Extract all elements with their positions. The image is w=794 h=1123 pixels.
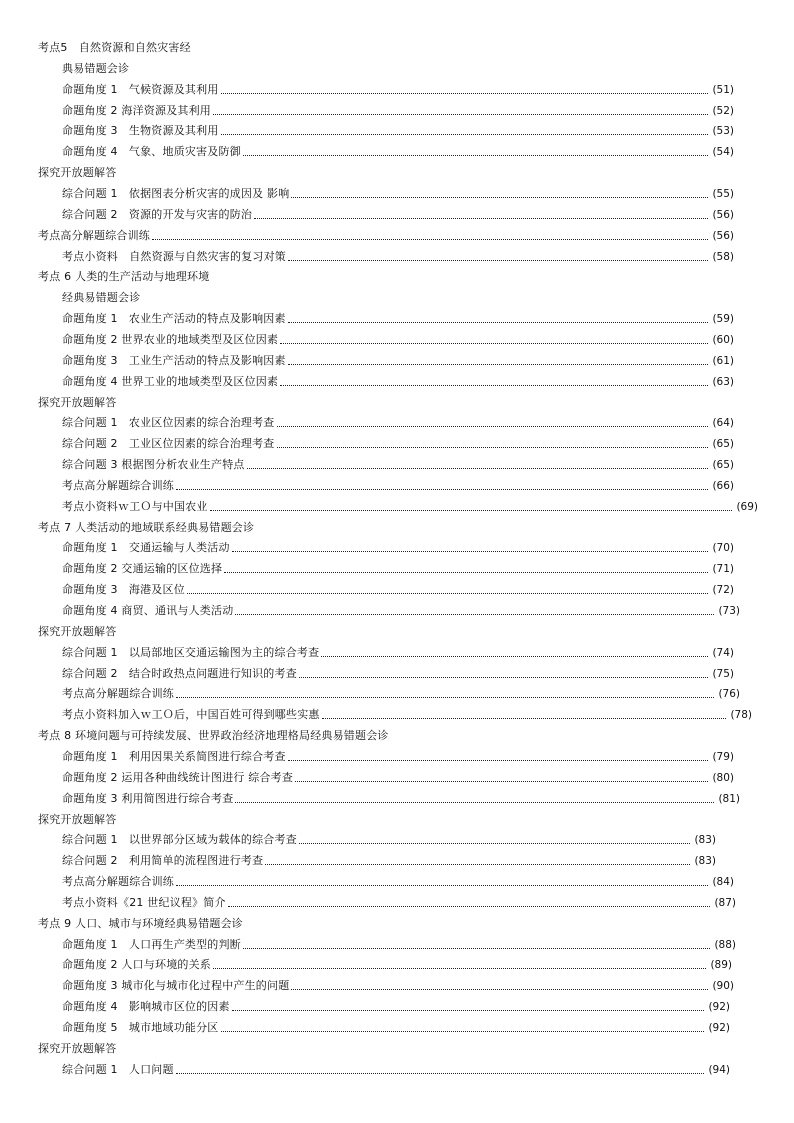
dot-leader: [224, 571, 708, 573]
toc-entry-page-number: (90): [712, 980, 734, 993]
dot-leader: [235, 801, 714, 803]
toc-entry-label: 综合问题 1 农业区位因素的综合治理考查: [62, 416, 275, 430]
dot-leader: [213, 967, 706, 969]
toc-entry-label: 考点高分解题综合训练: [62, 687, 174, 701]
toc-entry: [0, 478, 794, 494]
toc-entry: [0, 457, 794, 473]
dot-leader: [176, 696, 714, 698]
dot-leader: [299, 676, 709, 678]
toc-entry-label: 探究开放题解答: [38, 812, 117, 826]
toc-entry-page-number: (58): [712, 250, 734, 263]
toc-entry-label: 综合问题 2 资源的开发与灾害的防治: [62, 207, 253, 221]
dot-leader: [254, 217, 708, 219]
toc-entry: [0, 228, 794, 244]
dot-leader: [288, 321, 709, 323]
toc-entry: [0, 540, 794, 556]
toc-entry: [0, 937, 794, 953]
toc-entry-label: 考点高分解题综合训练: [62, 875, 174, 888]
toc-entry: [0, 686, 794, 702]
dot-leader: [232, 550, 709, 552]
toc-entry-label: 考点 6 人类的生产活动与地理环境: [38, 270, 210, 284]
dot-leader: [280, 342, 708, 344]
toc-entry-label: 命题角度 3 城市化与城市化过程中产生的问题: [62, 979, 290, 993]
toc-entry: [0, 436, 794, 452]
toc-entry-label: 考点 7 人类活动的地域联系经典易错题会诊: [38, 520, 255, 534]
dot-leader: [291, 988, 708, 990]
toc-entry-page-number: (56): [712, 208, 734, 221]
toc-entry: [0, 249, 794, 265]
toc-entry-label: 考点高分解题综合训练: [62, 478, 174, 492]
toc-entry-page-number: (56): [712, 229, 734, 242]
dot-leader: [235, 613, 714, 615]
toc-entry: [0, 874, 794, 890]
dot-leader: [152, 238, 708, 240]
toc-entry-label: 综合问题 1 依据图表分析灾害的成因及 影响: [62, 187, 290, 200]
toc-entry: [0, 353, 794, 369]
toc-entry-label: 综合问题 2 工业区位因素的综合治理考查: [62, 437, 275, 451]
dot-leader: [247, 467, 709, 469]
dot-leader: [176, 488, 708, 490]
toc-entry-page-number: (81): [718, 792, 740, 805]
toc-entry: [0, 332, 794, 348]
dot-leader: [187, 592, 709, 594]
toc-entry-label: 综合问题 1 以世界部分区域为载体的综合考查: [62, 833, 297, 847]
toc-entry-label: 考点高分解题综合训练: [38, 228, 150, 242]
toc-entry: [0, 415, 794, 431]
toc-entry-label: 命题角度 5 城市地域功能分区: [62, 1021, 219, 1034]
dot-leader: [265, 863, 690, 865]
toc-entry-page-number: (63): [712, 375, 734, 388]
toc-entry: [0, 666, 794, 682]
toc-entry-page-number: (92): [708, 1022, 730, 1034]
dot-leader: [288, 759, 709, 761]
toc-entry-label: 命题角度 4 气象、地质灾害及防御: [62, 145, 241, 159]
toc-entry-label: 命题角度 4 世界工业的地域类型及区位因素: [62, 374, 279, 388]
toc-entry-label: 考点 8 环境问题与可持续发展、世界政治经济地理格局经典易错题会诊: [38, 729, 389, 743]
dot-leader: [322, 717, 727, 719]
toc-entry: [0, 895, 794, 911]
dot-leader: [176, 884, 708, 886]
toc-entry-label: 探究开放题解答: [38, 1041, 117, 1055]
toc-entry: [0, 1062, 794, 1078]
toc-entry-label: 命题角度 1 气候资源及其利用: [62, 82, 219, 96]
toc-entry-label: 综合问题 2 利用简单的流程图进行考查: [62, 854, 264, 868]
dot-leader: [291, 196, 708, 198]
toc-entry-label: 命题角度 4 商贸、通讯与人类活动: [62, 604, 234, 617]
toc-entry-label: 命题角度 1 人口再生产类型的判断: [62, 937, 241, 951]
toc-heading: [0, 624, 794, 640]
toc-heading: [0, 812, 794, 828]
toc-entry-label: 综合问题 1 人口问题: [62, 1062, 174, 1076]
toc-entry-page-number: (78): [730, 709, 752, 722]
toc-entry: [0, 978, 794, 994]
toc-entry: [0, 186, 794, 202]
dot-leader: [221, 92, 709, 94]
toc-entry-page-number: (65): [712, 438, 734, 451]
toc-entry-label: 命题角度 1 交通运输与人类活动: [62, 541, 230, 555]
toc-entry-page-number: (84): [712, 876, 734, 888]
toc-entry: [0, 374, 794, 390]
toc-entry-page-number: (87): [714, 896, 736, 909]
toc-entry-page-number: (54): [712, 146, 734, 159]
dot-leader: [277, 425, 709, 427]
toc-entry: [0, 853, 794, 869]
toc-entry: [0, 311, 794, 327]
toc-entry: [0, 103, 794, 119]
dot-leader: [221, 1030, 705, 1032]
toc-entry-label: 命题角度 1 农业生产活动的特点及影响因素: [62, 312, 286, 326]
dot-leader: [176, 1072, 705, 1074]
dot-leader: [277, 446, 709, 448]
toc-entry-label: 命题角度 2 世界农业的地域类型及区位因素: [62, 332, 279, 346]
toc-entry: [0, 999, 794, 1015]
toc-entry-label: 命题角度 1 利用因果关系简图进行综合考查: [62, 749, 286, 763]
toc-entry: [0, 791, 794, 807]
toc-entry-label: 探究开放题解答: [38, 166, 117, 180]
toc-entry-label: 命题角度 3 工业生产活动的特点及影响因素: [62, 353, 286, 367]
dot-leader: [243, 947, 711, 949]
toc-entry-label: 命题角度 3 利用简图进行综合考查: [62, 791, 234, 805]
toc-heading: [0, 290, 794, 306]
toc-entry: [0, 770, 794, 786]
toc-entry-page-number: (69): [736, 500, 758, 513]
toc-entry-label: 综合问题 3 根据图分析农业生产特点: [62, 458, 245, 471]
toc-entry-page-number: (89): [710, 959, 732, 972]
dot-leader: [280, 384, 708, 386]
toc-entry-label: 考点小资料ｗ工Ｏ与中国农业: [62, 499, 208, 513]
toc-entry-label: 考点 9 人口、城市与环境经典易错题会诊: [38, 916, 243, 930]
toc-heading: [0, 61, 794, 77]
toc-entry-page-number: (80): [712, 771, 734, 784]
dot-leader: [288, 363, 709, 365]
toc-entry-page-number: (71): [712, 563, 734, 576]
dot-leader: [321, 655, 708, 657]
toc-entry-label: 综合问题 2 结合时政热点问题进行知识的考查: [62, 666, 297, 680]
toc-entry: [0, 582, 794, 598]
dot-leader: [213, 113, 708, 115]
toc-entry-page-number: (88): [714, 938, 736, 951]
toc-entry-page-number: (55): [712, 188, 734, 200]
toc-heading: [0, 395, 794, 411]
toc-entry: [0, 749, 794, 765]
dot-leader: [228, 905, 711, 907]
toc-heading: [0, 165, 794, 181]
toc-entry-page-number: (79): [712, 750, 734, 763]
toc-entry-page-number: (70): [712, 542, 734, 555]
toc-entry-page-number: (59): [712, 313, 734, 326]
toc-heading: [0, 520, 794, 536]
toc-entry-page-number: (75): [712, 667, 734, 680]
toc-entry-page-number: (61): [712, 354, 734, 367]
toc-entry: [0, 1020, 794, 1036]
toc-entry-page-number: (65): [712, 459, 734, 471]
toc-entry: [0, 123, 794, 139]
toc-heading: [0, 40, 794, 56]
toc-entry-label: 经典易错题会诊: [62, 291, 141, 305]
toc-entry: [0, 82, 794, 98]
toc-entry-label: 综合问题 1 以局部地区交通运输图为主的综合考查: [62, 645, 320, 659]
toc-entry: [0, 561, 794, 577]
dot-leader: [299, 842, 691, 844]
toc-entry-label: 考点小资料 自然资源与自然灾害的复习对策: [62, 249, 286, 263]
toc-heading: [0, 269, 794, 285]
dot-leader: [232, 1009, 705, 1011]
toc-entry: [0, 499, 794, 515]
toc-entry-label: 考点小资料《21 世纪议程》简介: [62, 895, 226, 909]
toc-entry-label: 命题角度 2 运用各种曲线统计图进行 综合考查: [62, 770, 294, 784]
toc-entry-label: 命题角度 3 生物资源及其利用: [62, 124, 219, 138]
toc-entry-page-number: (94): [708, 1063, 730, 1076]
toc-entry-page-number: (83): [694, 855, 716, 868]
dot-leader: [288, 259, 708, 261]
toc-heading: [0, 916, 794, 932]
toc-entry-label: 命题角度 2 海洋资源及其利用: [62, 103, 211, 117]
toc-entry-page-number: (73): [718, 605, 740, 617]
toc-entry-page-number: (53): [712, 125, 734, 138]
dot-leader: [243, 154, 709, 156]
toc-entry-page-number: (60): [712, 333, 734, 346]
toc-entry-page-number: (66): [712, 479, 734, 492]
toc-entry: [0, 707, 794, 723]
toc-entry-label: 命题角度 2 人口与环境的关系: [62, 958, 211, 972]
toc-entry-page-number: (83): [694, 834, 716, 847]
dot-leader: [295, 780, 708, 782]
toc-entry: [0, 207, 794, 223]
toc-heading: [0, 728, 794, 744]
toc-entry-page-number: (52): [712, 104, 734, 117]
toc-entry: [0, 645, 794, 661]
toc-entry-label: 探究开放题解答: [38, 395, 117, 409]
toc-entry-label: 命题角度 3 海港及区位: [62, 583, 185, 597]
toc-entry-page-number: (72): [712, 584, 734, 597]
dot-leader: [221, 133, 709, 135]
toc-entry: [0, 957, 794, 973]
toc-entry: [0, 144, 794, 160]
toc-entry-page-number: (51): [712, 83, 734, 96]
toc-entry-label: 命题角度 4 影响城市区位的因素: [62, 1000, 230, 1014]
toc-entry-label: 探究开放题解答: [38, 624, 117, 638]
dot-leader: [210, 509, 733, 511]
toc-entry-page-number: (64): [712, 417, 734, 430]
toc-entry-page-number: (92): [708, 1001, 730, 1014]
toc-entry-page-number: (74): [712, 646, 734, 659]
toc-entry: [0, 603, 794, 619]
toc-entry-page-number: (76): [718, 688, 740, 701]
toc-entry-label: 考点小资料加入ｗ工Ｏ后，中国百姓可得到哪些实惠: [62, 708, 320, 722]
toc-entry-label: 命题角度 2 交通运输的区位选择: [62, 562, 223, 576]
toc-entry-label: 典易错题会诊: [62, 61, 130, 75]
toc-heading: [0, 1041, 794, 1057]
toc-entry: [0, 832, 794, 848]
toc-entry-label: 考点5 自然资源和自然灾害经: [38, 41, 191, 54]
